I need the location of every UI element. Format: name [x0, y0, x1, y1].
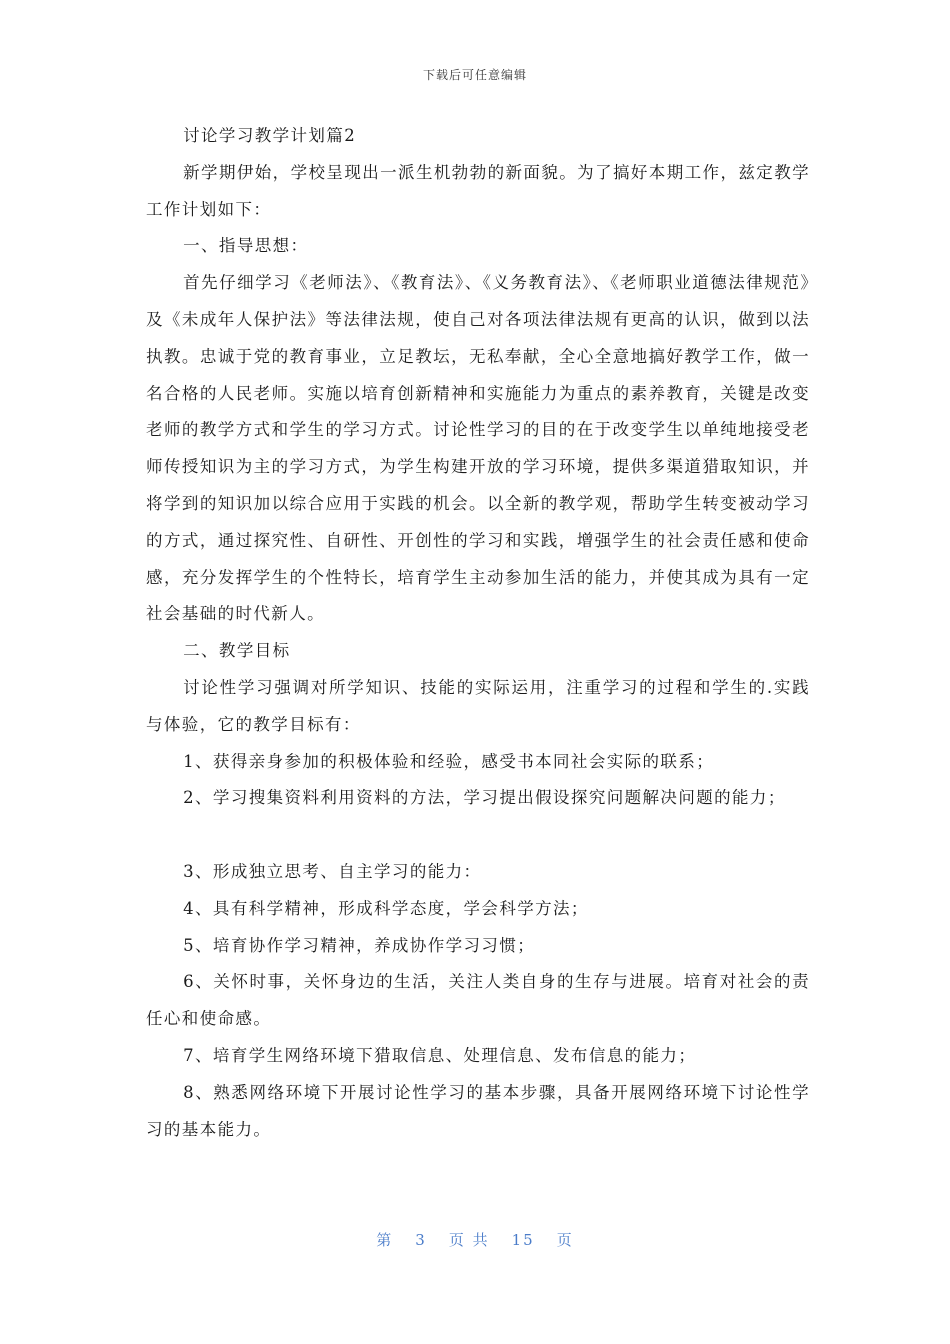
goal-item: 6、关怀时事，关怀身边的生活，关注人类自身的生存与进展。培育对社会的责任心和使命感。 — [146, 972, 810, 1029]
total-page-count: 15 — [511, 1231, 535, 1249]
guiding-thought-paragraph: 首先仔细学习《老师法》、《教育法》、《义务教育法》、《老师职业道德法律规范》及《未成年人保护法》等法律法规，使自己对各项法律法规有更高的认识，做到以法执教。忠诚于党的教育事业，立足教坛，无私奉献，全心全意地搞好教学工作，做一名合格的人民老师。实施以培育创新精神和实施能力为重点的素养教育，关键是改变老师的教学方式和学生的学习方式。讨论性学习的目的在于改变学生以单纯地接受老师传授知识为主的学习方式，为学生构建开放的学习环境，提供多渠道猎取知识，并将学到的知识加以综合应用于实践的机会。以全新的教学观，帮助学生转变被动学习的方式，通过探究性、自研性、开创性的学习和实践，增强学生的社会责任感和使命感，充分发挥学生的个性特长，培育学生主动参加生活的能力，并使其成为具有一定社会基础的时代新人。 — [146, 273, 810, 624]
page-header-note: 下载后可任意编辑 — [422, 68, 527, 82]
goal-item: 7、培育学生网络环境下猎取信息、处理信息、发布信息的能力； — [183, 1045, 697, 1065]
intro-paragraph: 新学期伊始，学校呈现出一派生机勃勃的新面貌。为了搞好本期工作，兹定教学工作计划如下： — [146, 162, 810, 219]
heading-guiding-thought: 一、指导思想： — [183, 236, 309, 256]
footer-prefix: 第 — [376, 1231, 394, 1249]
section-title: 讨论学习教学计划篇2 — [183, 126, 357, 145]
heading-teaching-goals: 二、教学目标 — [183, 641, 291, 661]
footer-suffix: 页 — [556, 1231, 574, 1249]
goal-item: 2、学习搜集资料利用资料的方法，学习提出假设探究问题解决问题的能力； — [183, 788, 786, 808]
current-page-number: 3 — [415, 1231, 427, 1249]
blank-line — [146, 817, 810, 854]
footer-middle: 页 共 — [448, 1231, 490, 1249]
goal-item: 3、形成独立思考、自主学习的能力： — [183, 861, 482, 881]
goal-item: 5、培育协作学习精神，养成协作学习习惯； — [183, 935, 536, 955]
teaching-goals-intro: 讨论性学习强调对所学知识、技能的实际运用，注重学习的过程和学生的.实践与体验，它的教学目标有： — [146, 677, 810, 734]
goal-item: 4、具有科学精神，形成科学态度，学会科学方法； — [183, 898, 589, 918]
goal-item: 8、熟悉网络环境下开展讨论性学习的基本步骤，具备开展网络环境下讨论性学习的基本能力。 — [146, 1082, 810, 1139]
goal-item: 1、获得亲身参加的积极体验和经验，感受书本同社会实际的联系； — [183, 751, 715, 771]
document-body — [146, 118, 810, 1148]
page-number-footer — [0, 1229, 950, 1250]
